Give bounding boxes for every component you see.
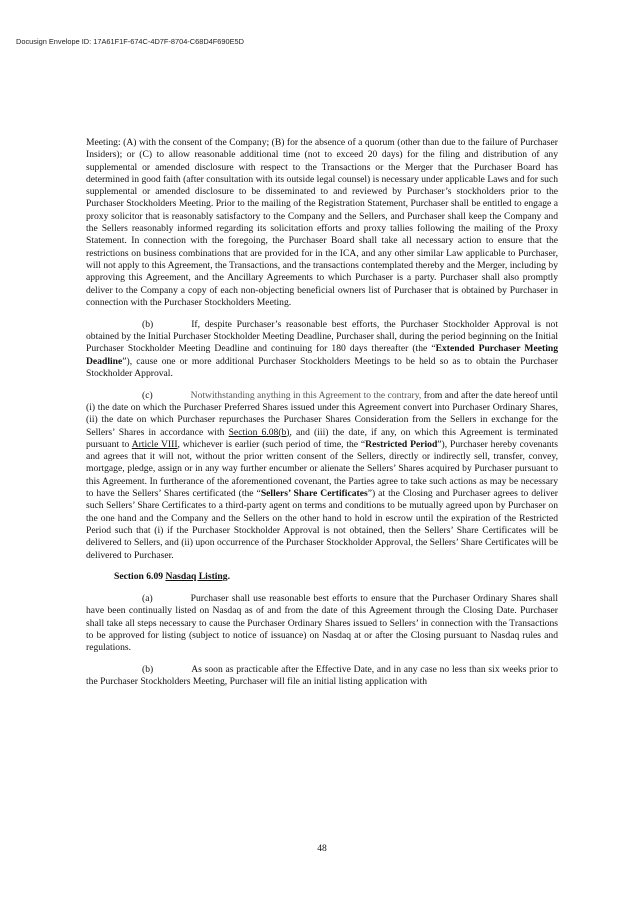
paragraph-c-restricted-period: (c) Notwithstanding anything in this Agreement to the contrary, from and after the date hereof until (i) the date on which the Purchaser Preferred Shares issued under this Agreement convert into Purchaser Ordinary Shares, (ii) the date on which Purchaser repurchases the Purchaser Shares Consideration from the Sellers in exchange for the Sellers’ Shares in accordance with Section 6.08(b), and (iii) the date, if any, on which this Agreement is terminated pursuant to Article VIII, whichever is earlier (such period of time, the “Restricted Period”), Purchaser hereby covenants and agrees that it will not, without the prior written consent of the Sellers, directly or indirectly sell, transfer, convey, mortgage, pledge, assign or in any way further encumber or alienate the Sellers’ Shares acquired by Purchaser pursuant to this Agreement. In furtherance of the aforementioned covenant, the Parties agree to take such actions as may be necessary to have the Sellers’ Shares certificated (the “Sellers’ Share Certificates”) at the Closing and Purchaser agrees to deliver such Sellers’ Share Certificates to a third-party agent on terms and conditions to be mutually agreed upon by Purchaser on the one hand and the Company and the Sellers on the other hand to hold in escrow until the expiration of the Restricted Period such that (i) if the Purchaser Stockholder Approval is not obtained, then the Sellers’ Share Certificates will be delivered to Sellers, and (ii) upon occurrence of the Purchaser Stockholder Approval, the Sellers’ Share Certificates will be delivered to Purchaser. bbox=[86, 389, 558, 561]
clause-label: (b) bbox=[142, 318, 154, 330]
defined-term: Restricted Period bbox=[365, 438, 438, 450]
article-reference: Article VIII bbox=[131, 438, 178, 450]
section-heading: Section 6.09 Nasdaq Listing. bbox=[114, 571, 230, 583]
docusign-envelope-id: Docusign Envelope ID: 17A61F1F-674C-4D7F-8704-C68D4F690E5D bbox=[16, 37, 244, 46]
paragraph-b-extended-meeting: (b) If, despite Purchaser’s reasonable best efforts, the Purchaser Stockholder Approval is not obtained by the Initial Purchaser Stockholder Meeting Deadline, Purchaser shall, during the period beginning on the Initial Purchaser Stockholder Meeting Deadline and continuing for 180 days thereafter (the “Extended Purchaser Meeting Deadline”), cause one or more additional Purchaser Stockholders Meetings to be held so as to obtain the Purchaser Stockholder Approval. bbox=[86, 318, 558, 379]
clause-label: (a) bbox=[142, 593, 153, 605]
paragraph-b-listing-application: (b) As soon as practicable after the Effective Date, and in any case no less than six weeks prior to the Purchaser Stockholders Meeting, Purchaser will file an initial listing application with bbox=[86, 664, 558, 688]
paragraph-a-nasdaq: (a) Purchaser shall use reasonable best efforts to ensure that the Purchaser Ordinary Shares shall have been continually listed on Nasdaq as of and from the date of this Agreement through the Closing Date. Purchaser shall take all steps necessary to cause the Purchaser Ordinary Shares issued to Sellers’ in connection with the Transactions to be approved for listing (subject to notice of issuance) on Nasdaq at or after the Closing pursuant to Nasdaq rules and regulations. bbox=[86, 593, 558, 654]
paragraph-continuation: Meeting: (A) with the consent of the Company; (B) for the absence of a quorum (other than due to the failure of Purchaser Insiders); or (C) to allow reasonable additional time (not to exceed 20 days) for the filing and distribution of any supplemental or amended disclosure with respect to the Transactions or the Merger that the Purchaser Board has determined in good faith (after consultation with its outside legal counsel) is necessary under applicable Laws and for such supplemental or amended disclosure to be disseminated to and reviewed by Purchaser’s stockholders prior to the Purchaser Stockholders Meeting. Prior to the mailing of the Registration Statement, Purchaser shall be entitled to engage a proxy solicitor that is reasonably satisfactory to the Company and the Sellers, and Purchaser shall keep the Company and the Sellers reasonably informed regarding its solicitation efforts and proxy tallies following the mailing of the Proxy Statement. In connection with the foregoing, the Purchaser Board shall take all necessary action to ensure that the restrictions on business combinations that are provided for in the ICA, and any other similar Law applicable to Purchaser, will not apply to this Agreement, the Transactions, and the transactions contemplated thereby and the Merger, including by approving this Agreement, and the Ancillary Agreements to which Purchaser is a party. Purchaser shall also promptly deliver to the Company a copy of each non-objecting beneficial owners list of Purchaser that is obtained by Purchaser in connection with the Purchaser Stockholders Meeting. bbox=[86, 137, 558, 308]
section-reference: Section 6.08(b) bbox=[228, 426, 290, 438]
page-number: 48 bbox=[317, 843, 327, 854]
section-number: Section 6.09 bbox=[114, 571, 164, 583]
section-title: Nasdaq Listing bbox=[165, 571, 228, 583]
document-body bbox=[86, 137, 558, 698]
clause-label: (c) bbox=[142, 389, 153, 401]
clause-label: (b) bbox=[142, 664, 154, 676]
defined-term: Extended Purchaser Meeting Deadline bbox=[86, 343, 558, 367]
defined-term: Sellers’ Share Certificates bbox=[260, 488, 368, 500]
